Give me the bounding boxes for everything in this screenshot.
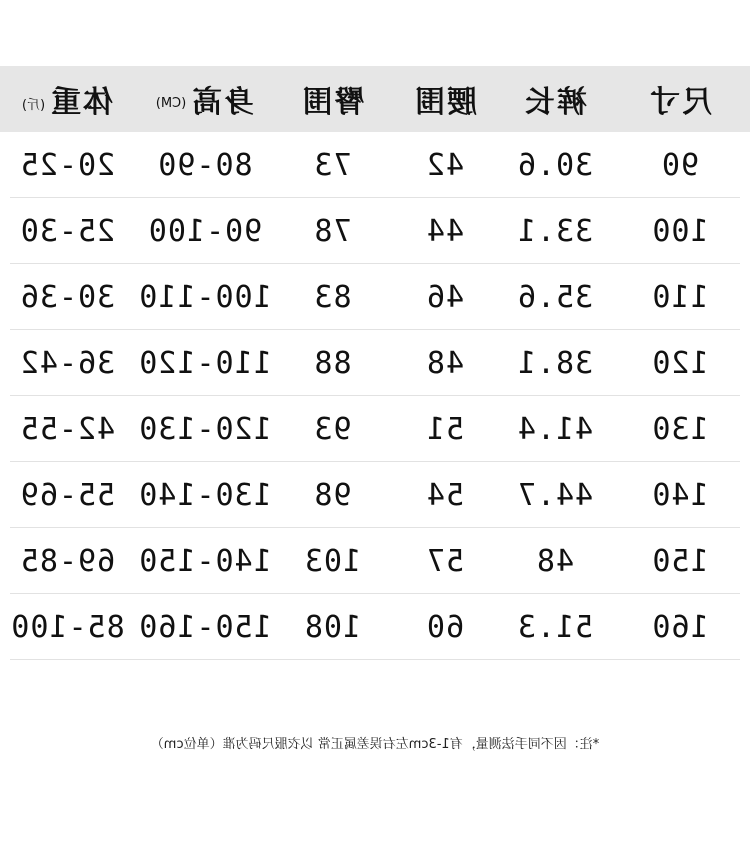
cell-pants-length: 41.4 [516,411,594,447]
cell-height: 130-140 [138,477,272,513]
header-pants-length: 裤长 [523,85,587,120]
cell-size: 140 [651,477,709,513]
cell-hip: 83 [313,279,352,315]
cell-height: 80-90 [157,147,253,183]
table-row [0,462,750,528]
cell-weight: 42-55 [19,411,116,447]
cell-size: 130 [651,411,709,447]
cell-pants-length: 51.3 [516,609,594,645]
table-row [0,198,750,264]
cell-height: 90-100 [147,213,263,249]
cell-size: 120 [651,345,709,381]
cell-size: 160 [651,609,709,645]
cell-size: 110 [651,279,709,315]
table-row [0,396,750,462]
header-size: 尺寸 [648,85,712,120]
table-row [0,132,750,198]
cell-hip: 73 [313,147,352,183]
cell-size: 150 [651,543,709,579]
cell-waist: 48 [425,345,465,381]
cell-waist: 54 [425,477,465,513]
cell-height: 150-160 [138,609,272,645]
cell-hip: 98 [313,477,352,513]
cell-waist: 51 [425,411,465,447]
cell-weight: 85-100 [10,609,125,645]
cell-pants-length: 35.6 [516,279,594,315]
cell-height: 100-110 [138,279,272,315]
size-table [0,66,750,660]
cell-weight: 55-69 [19,477,116,513]
weight-unit: (斤) [21,98,46,113]
header-weight: 体重(斤) [21,85,114,120]
header-hip: 臀围 [300,85,365,120]
measurement-note: *注：因不同手法测量，有1-3cm左右误差属正常 以衣服尺码为准（单位cm） [150,737,600,752]
cell-waist: 57 [425,543,465,579]
table-body [0,132,750,660]
cell-pants-length: 44.7 [516,477,594,513]
cell-weight: 36-42 [19,345,116,381]
cell-waist: 42 [425,147,465,183]
header-height: 身高(CM) [155,85,255,120]
table-row [0,330,750,396]
cell-hip: 93 [313,411,352,447]
cell-pants-length: 30.6 [516,147,594,183]
table-row [0,594,750,660]
cell-pants-length: 38.1 [516,345,594,381]
cell-weight: 69-85 [19,543,116,579]
cell-waist: 44 [425,213,465,249]
cell-weight: 30-36 [19,279,116,315]
cell-pants-length: 33.1 [516,213,594,249]
height-unit: (CM) [155,96,187,111]
cell-hip: 108 [303,609,362,645]
cell-weight: 20-25 [19,147,116,183]
table-row [0,528,750,594]
cell-height: 110-120 [138,345,272,381]
cell-hip: 88 [313,345,352,381]
cell-size: 100 [651,213,709,249]
table-row [0,264,750,330]
cell-weight: 25-30 [19,213,116,249]
cell-pants-length: 48 [535,543,575,579]
cell-height: 120-130 [138,411,272,447]
cell-size: 90 [660,147,700,183]
cell-hip: 78 [313,213,352,249]
cell-waist: 46 [425,279,465,315]
table-header [0,66,750,132]
cell-waist: 60 [425,609,465,645]
cell-height: 140-150 [138,543,272,579]
header-waist: 腰围 [413,85,477,120]
cell-hip: 103 [303,543,362,579]
